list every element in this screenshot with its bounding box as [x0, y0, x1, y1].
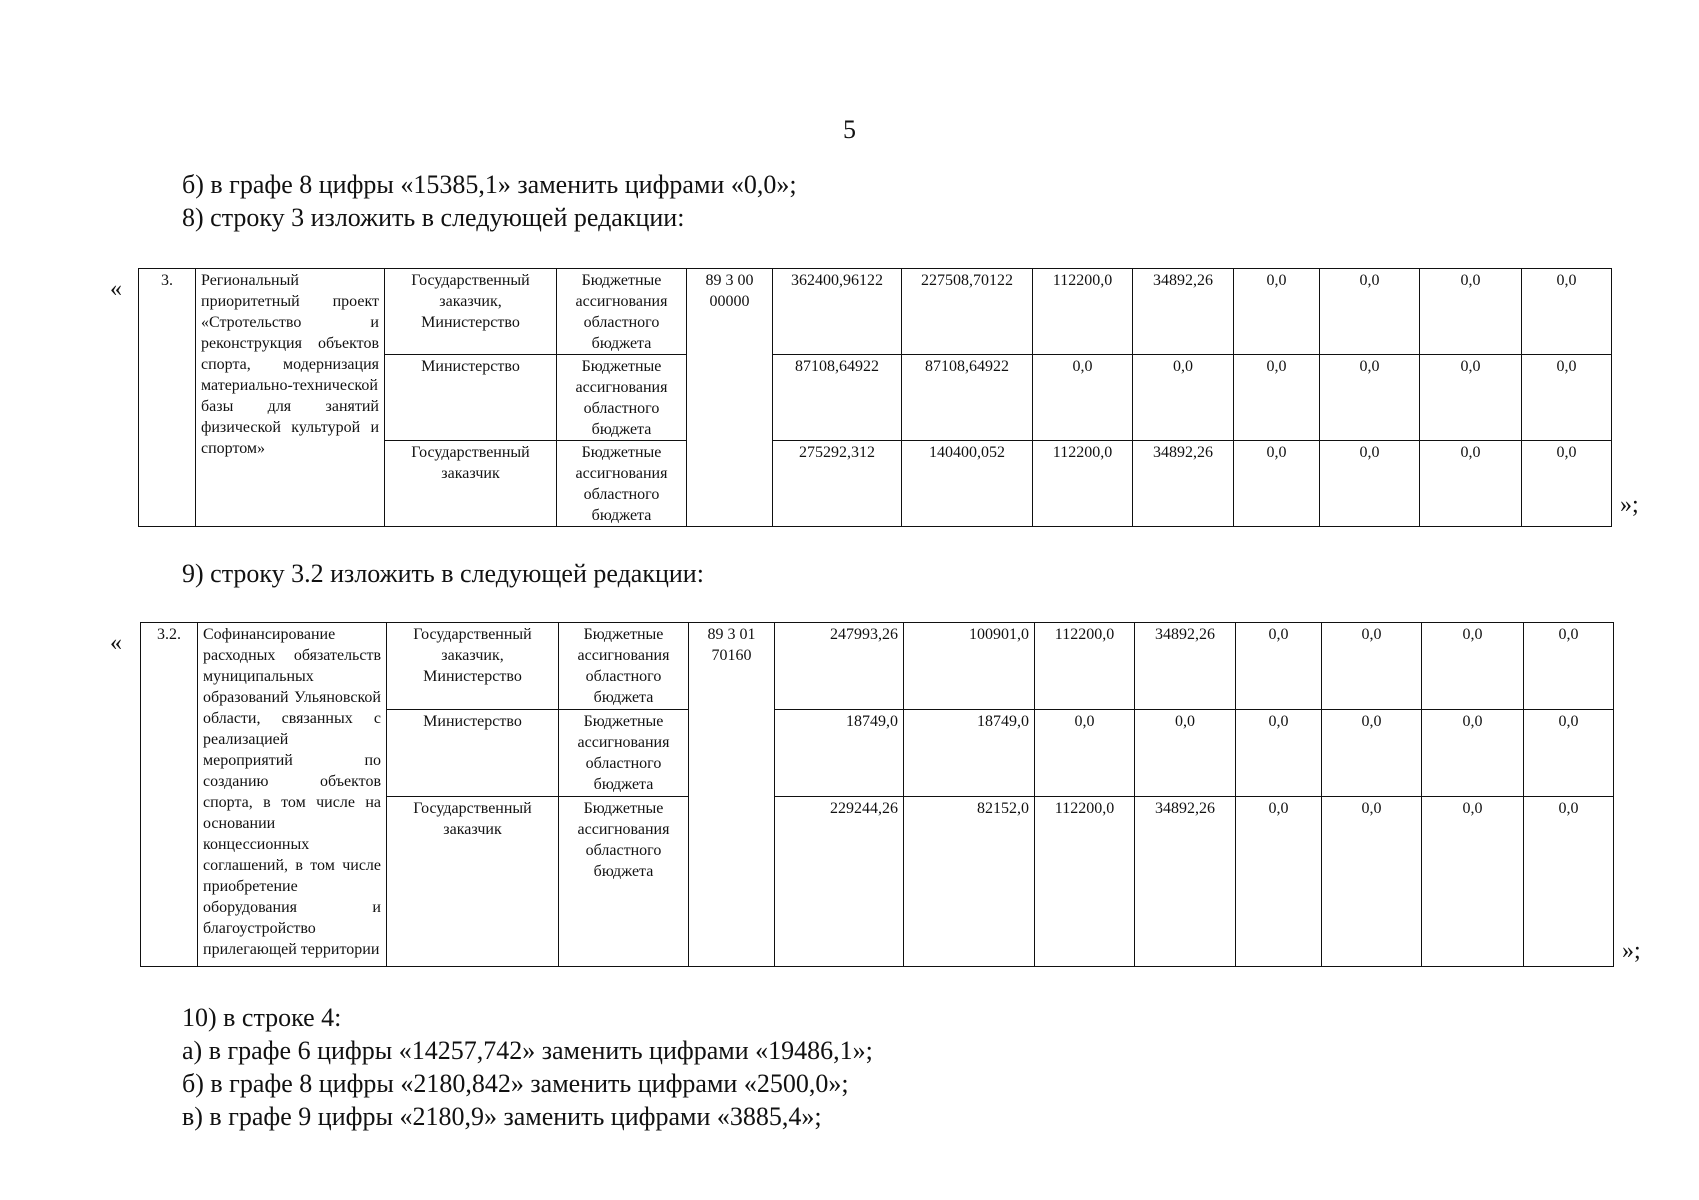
value-cell: 0,0 — [1524, 797, 1614, 967]
customer-cell: Государственный заказчик — [385, 441, 557, 527]
amendment-line-10c: в) в графе 9 цифры «2180,9» заменить цифрами «3885,4»; — [182, 1102, 822, 1131]
value-cell: 0,0 — [1524, 710, 1614, 797]
value-cell: 0,0 — [1322, 710, 1422, 797]
customer-cell: Государственный заказчик, Министерство — [387, 623, 559, 710]
closing-quote-1: »; — [1620, 492, 1639, 518]
value-cell: 100901,0 — [904, 623, 1035, 710]
source-cell: Бюджетные ассигнования областного бюджета — [559, 710, 689, 797]
value-cell: 112200,0 — [1033, 269, 1133, 355]
value-cell: 275292,312 — [773, 441, 902, 527]
value-cell: 0,0 — [1422, 797, 1524, 967]
budget-code: 89 3 01 70160 — [689, 623, 775, 967]
value-cell: 0,0 — [1236, 623, 1322, 710]
amendment-line-10b: б) в графе 8 цифры «2180,842» заменить цифрами «2500,0»; — [182, 1069, 849, 1098]
row-3-2-table — [140, 622, 1614, 967]
value-cell: 229244,26 — [775, 797, 904, 967]
value-cell: 0,0 — [1234, 269, 1320, 355]
value-cell: 112200,0 — [1035, 797, 1135, 967]
value-cell: 0,0 — [1522, 269, 1612, 355]
source-cell: Бюджетные ассигнования областного бюджета — [557, 355, 687, 441]
value-cell: 227508,70122 — [902, 269, 1033, 355]
value-cell: 0,0 — [1033, 355, 1133, 441]
source-cell: Бюджетные ассигнования областного бюджета — [559, 797, 689, 967]
value-cell: 34892,26 — [1135, 623, 1236, 710]
amendment-line-10: 10) в строке 4: — [182, 1003, 342, 1032]
table-row — [141, 623, 1614, 710]
row-name: Региональный приоритетный проект «Стротельство и реконструкция объектов спорта, модернизация материально-технической базы для занятий физической культурой и спортом» — [196, 269, 385, 527]
value-cell: 362400,96122 — [773, 269, 902, 355]
value-cell: 112200,0 — [1033, 441, 1133, 527]
value-cell: 0,0 — [1234, 355, 1320, 441]
customer-cell: Государственный заказчик — [387, 797, 559, 967]
amendment-line-10a: а) в графе 6 цифры «14257,742» заменить цифрами «19486,1»; — [182, 1036, 873, 1065]
value-cell: 0,0 — [1422, 710, 1524, 797]
amendment-line-9: 9) строку 3.2 изложить в следующей редакции: — [182, 559, 704, 588]
value-cell: 0,0 — [1135, 710, 1236, 797]
source-cell: Бюджетные ассигнования областного бюджета — [557, 269, 687, 355]
value-cell: 0,0 — [1133, 355, 1234, 441]
value-cell: 0,0 — [1035, 710, 1135, 797]
value-cell: 247993,26 — [775, 623, 904, 710]
opening-quote-1: « — [110, 276, 122, 302]
table-row — [139, 269, 1612, 355]
value-cell: 18749,0 — [904, 710, 1035, 797]
value-cell: 0,0 — [1236, 710, 1322, 797]
value-cell: 0,0 — [1234, 441, 1320, 527]
amendment-line-8: 8) строку 3 изложить в следующей редакции: — [182, 203, 685, 232]
source-cell: Бюджетные ассигнования областного бюджета — [557, 441, 687, 527]
row-number: 3.2. — [141, 623, 198, 967]
customer-cell: Министерство — [387, 710, 559, 797]
source-cell: Бюджетные ассигнования областного бюджета — [559, 623, 689, 710]
opening-quote-2: « — [110, 630, 122, 656]
value-cell: 0,0 — [1322, 797, 1422, 967]
value-cell: 0,0 — [1524, 623, 1614, 710]
value-cell: 0,0 — [1420, 355, 1522, 441]
value-cell: 0,0 — [1320, 355, 1420, 441]
row-3-table — [138, 268, 1612, 527]
value-cell: 0,0 — [1522, 441, 1612, 527]
row-number: 3. — [139, 269, 196, 527]
value-cell: 18749,0 — [775, 710, 904, 797]
value-cell: 0,0 — [1420, 269, 1522, 355]
value-cell: 112200,0 — [1035, 623, 1135, 710]
customer-cell: Министерство — [385, 355, 557, 441]
value-cell: 140400,052 — [902, 441, 1033, 527]
value-cell: 0,0 — [1420, 441, 1522, 527]
customer-cell: Государственный заказчик, Министерство — [385, 269, 557, 355]
value-cell: 87108,64922 — [773, 355, 902, 441]
budget-code: 89 3 00 00000 — [687, 269, 773, 527]
value-cell: 0,0 — [1422, 623, 1524, 710]
closing-quote-2: »; — [1622, 938, 1641, 964]
value-cell: 0,0 — [1322, 623, 1422, 710]
row-name: Софинансирование расходных обязательств муниципальных образований Ульяновской области, связанных с реализацией мероприятий по созданию объектов спорта, в том числе на основании концессионных соглашений, в том числе приобретение оборудования и благоустройство прилегающей территории — [198, 623, 387, 967]
value-cell: 34892,26 — [1133, 269, 1234, 355]
value-cell: 0,0 — [1522, 355, 1612, 441]
value-cell: 0,0 — [1320, 441, 1420, 527]
value-cell: 82152,0 — [904, 797, 1035, 967]
value-cell: 0,0 — [1236, 797, 1322, 967]
page-number: 5 — [843, 115, 856, 144]
amendment-line-6b: б) в графе 8 цифры «15385,1» заменить цифрами «0,0»; — [182, 170, 797, 199]
value-cell: 0,0 — [1320, 269, 1420, 355]
value-cell: 34892,26 — [1133, 441, 1234, 527]
value-cell: 87108,64922 — [902, 355, 1033, 441]
value-cell: 34892,26 — [1135, 797, 1236, 967]
